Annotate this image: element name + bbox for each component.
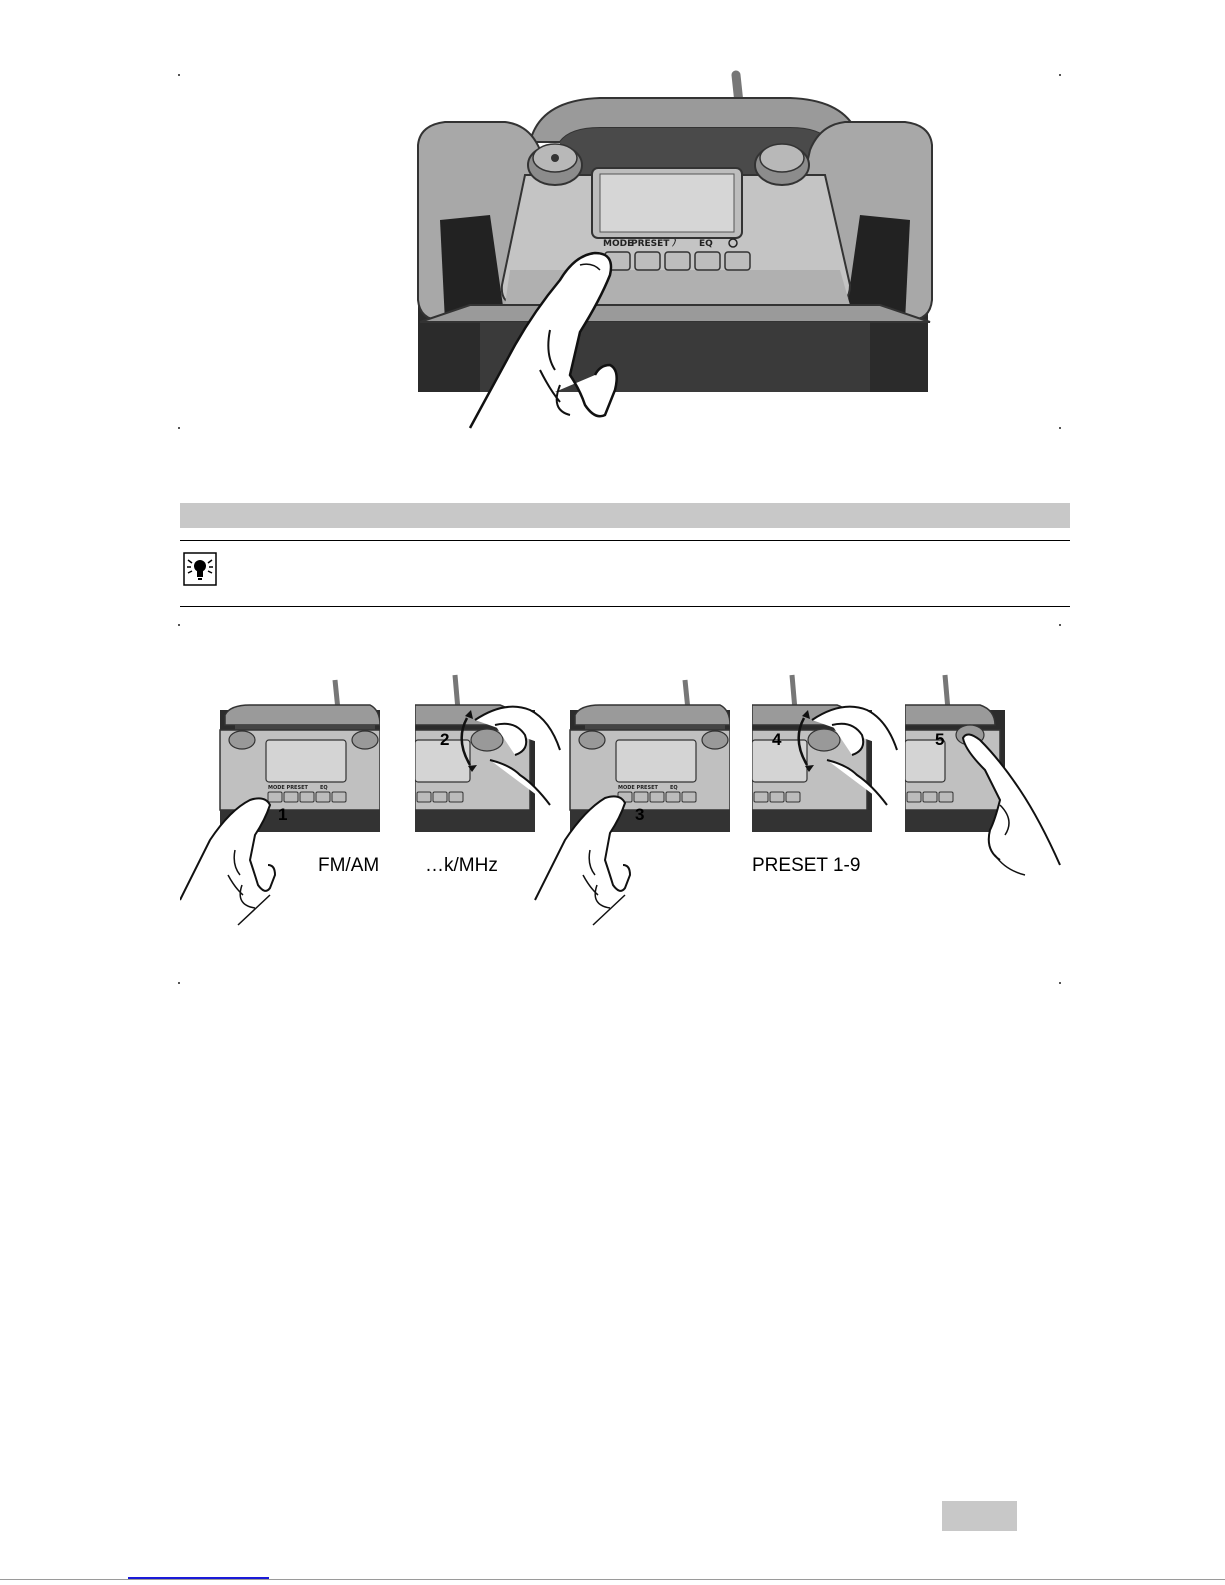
lightbulb-tip-icon — [183, 552, 217, 586]
crop-mark — [1059, 982, 1061, 984]
step-2-caption: …k/MHz — [425, 855, 498, 876]
page-number-box — [942, 1501, 1017, 1531]
step-1-panel — [180, 670, 380, 940]
svg-text:ﾉ: ﾉ — [672, 239, 677, 249]
crop-mark — [1059, 74, 1061, 76]
footer-rule — [0, 1579, 1225, 1580]
step-5-panel — [905, 670, 1065, 940]
crop-mark — [178, 427, 180, 429]
svg-text:EQ: EQ — [670, 785, 678, 791]
step-number: 4 — [772, 730, 782, 749]
divider — [180, 540, 1070, 541]
step-number: 5 — [935, 730, 945, 749]
section-band — [180, 503, 1070, 528]
step-number: 3 — [635, 805, 645, 824]
crop-mark — [178, 624, 180, 626]
svg-text:MODE PRESET: MODE PRESET — [268, 785, 308, 791]
step-number: 1 — [278, 805, 288, 824]
step-3-panel — [530, 670, 730, 940]
step-number: 2 — [440, 730, 450, 749]
step-4-caption: PRESET 1-9 — [752, 855, 861, 876]
radio-device-illustration — [410, 70, 940, 430]
step-1-caption: FM/AM — [318, 855, 380, 876]
crop-mark — [1059, 624, 1061, 626]
step-4-panel — [752, 670, 902, 940]
crop-mark — [178, 982, 180, 984]
preset-label: PRESET — [631, 239, 670, 249]
svg-text:EQ: EQ — [320, 785, 328, 791]
svg-text:MODE PRESET: MODE PRESET — [618, 785, 658, 791]
mode-label: MODE — [603, 239, 634, 249]
eq-label: EQ — [699, 239, 713, 249]
crop-mark — [1059, 427, 1061, 429]
crop-mark — [178, 74, 180, 76]
divider — [180, 606, 1070, 607]
